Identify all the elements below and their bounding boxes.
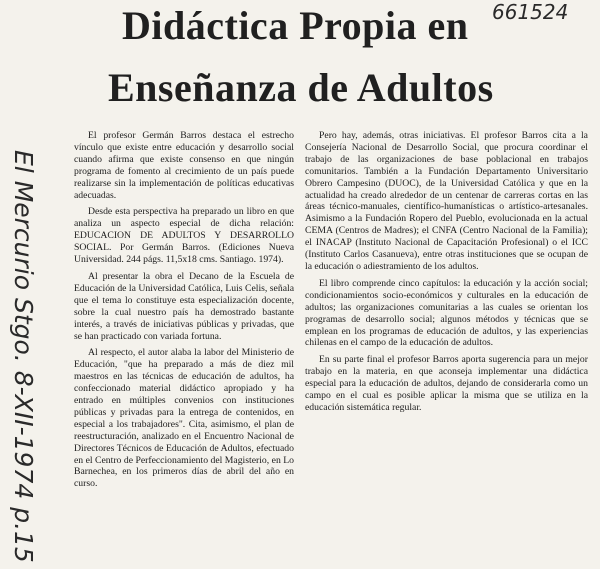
handwritten-catalog-number: 661524 — [492, 0, 569, 24]
paragraph: En su parte final el profesor Barros aporta sugerencia para un mejor trabajo en la materia, en que aconseja implementar una didáctica especial para la educación de adultos, dejando de considerarla como un campo en el cual es posible aplicar la misma que se utiliza en la educación sistemática regular. — [305, 354, 588, 413]
headline-line-1: Didáctica Propia en — [122, 3, 469, 48]
paragraph: Al presentar la obra el Decano de la Escuela de Educación de la Universidad Católica, Luis Celis, señala que el tema lo constituye esta especialización docente, sobre la cual nuestro país ha demostrado bastante interés, a través de iniciativas públicas y privadas, que se han practicado con variada fortuna. — [74, 270, 294, 342]
handwritten-margin-note: El Mercurio Stgo. 8-XII-1974 p.15 — [9, 150, 38, 563]
paragraph: Al respecto, el autor alaba la labor del Ministerio de Educación, "que ha preparado a más de diez mil maestros en las técnicas de educación de adultos, ha confeccionado material didáctico apropiado y ha entrado en múltiples convenios con instituciones públicas y privadas para la entrega de contenidos, en especial a los trabajadores". Cita, asimismo, el plan de reestructuración, analizado en el Encuentro Nacional de Directores Técnicos de Educación de Adultos, efectuado en el Centro de Perfeccionamiento del Magisterio, en Lo Barnechea, en los primeros días de abril del año en curso. — [74, 347, 294, 490]
paragraph: El profesor Germán Barros destaca el estrecho vínculo que existe entre educación y desarrollo social cuando afirma que existe consenso en que ningún programa de fomento al crecimiento de un país puede realizarse sin la implementación de políticas educativas adecuadas. — [74, 130, 294, 201]
paragraph: Pero hay, además, otras iniciativas. El profesor Barros cita a la Consejería Nacional de Desarrollo Social, que procura coordinar el trabajo de las organizaciones de base poblacional en trabajos comunitarios. También a la Fundación Departamento Universitario Obrero Campesino (DUOC), de la Universidad Católica y que en la actualidad ha creado alrededor de un centenar de carreras cortas en las áreas técnico-manuales, científico-humanísticas o artístico-artesanales. Asimismo a la Fundación Ropero del Pueblo, evolucionada en la actual CEMA (Centros de Madres); el CNFA (Centro Nacional de la Familia); el INACAP (Instituto Nacional de Capacitación Profesional) o el ICC (Instituto Carlos Casanueva), entre otras instituciones que se ocupan de la educación o adiestramiento de los adultos. — [305, 130, 588, 272]
headline-line-2: Enseñanza de Adultos — [108, 65, 494, 110]
paragraph-book-reference: Desde esta perspectiva ha preparado un libro en que analiza un aspecto especial de dicha relación: EDUCACION DE ADULTOS Y DESARROLLO SOCIAL. Por Germán Barros. (Ediciones Nueva Universidad. 244 págs. 11,5x18 cms. Santiago. 1974). — [74, 206, 294, 266]
right-column — [305, 130, 588, 419]
paragraph: El libro comprende cinco capítulos: la educación y la acción social; condicionamientos socio-económicos y culturales en la educación de adultos; las organizaciones comunitarias a las cuales se orientan los programas de desarrollo social; algunos métodos y técnicas que se emplean en los programas de educación de adultos, y las experiencias chilenas en el campo de la educación de adultos. — [305, 277, 588, 349]
left-column — [74, 130, 294, 495]
